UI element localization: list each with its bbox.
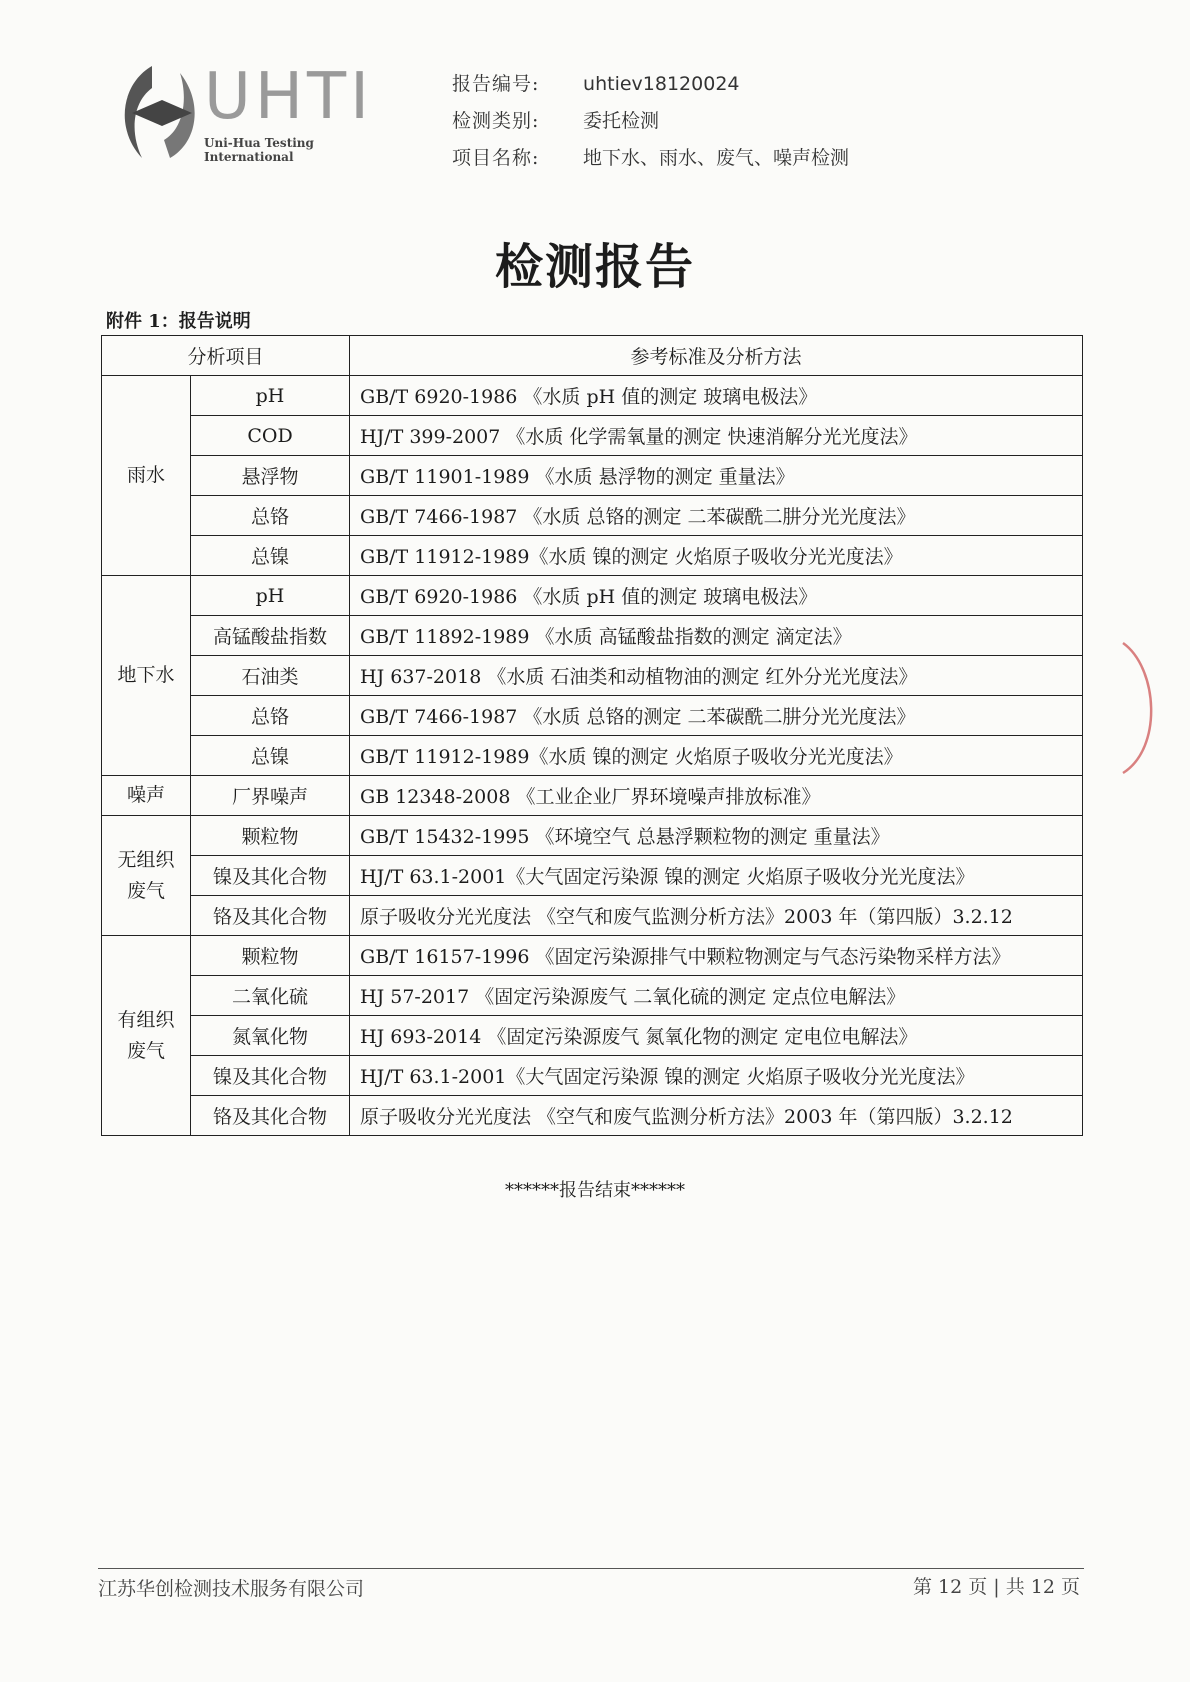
item-cell: 颗粒物 bbox=[191, 816, 350, 856]
category-cell bbox=[102, 936, 191, 1136]
item-cell: 总镍 bbox=[191, 536, 350, 576]
report-number: uhtiev18120024 bbox=[583, 73, 740, 95]
table-row bbox=[102, 536, 1083, 576]
table-row bbox=[102, 976, 1083, 1016]
method-cell: HJ 57-2017 《固定污染源废气 二氧化硫的测定 定点位电解法》 bbox=[350, 976, 1083, 1016]
item-cell: 颗粒物 bbox=[191, 936, 350, 976]
method-cell: GB 12348-2008 《工业企业厂界环境噪声排放标准》 bbox=[350, 776, 1083, 816]
project-name: 地下水、雨水、废气、噪声检测 bbox=[583, 147, 850, 169]
item-cell: COD bbox=[191, 416, 350, 456]
method-cell: 原子吸收分光光度法 《空气和废气监测分析方法》2003 年（第四版）3.2.12 bbox=[350, 1096, 1083, 1136]
test-category: 委托检测 bbox=[583, 110, 660, 132]
item-cell: 镍及其化合物 bbox=[191, 1056, 350, 1096]
table-row bbox=[102, 936, 1083, 976]
item-cell: 总铬 bbox=[191, 496, 350, 536]
table-row bbox=[102, 776, 1083, 816]
footer-company: 江苏华创检测技术服务有限公司 bbox=[98, 1578, 365, 1600]
report-number-label: 报告编号: bbox=[452, 73, 540, 95]
method-cell: HJ 693-2014 《固定污染源废气 氮氧化物的测定 定电位电解法》 bbox=[350, 1016, 1083, 1056]
item-cell: 悬浮物 bbox=[191, 456, 350, 496]
method-cell: GB/T 11912-1989《水质 镍的测定 火焰原子吸收分光光度法》 bbox=[350, 736, 1083, 776]
method-cell: GB/T 11901-1989 《水质 悬浮物的测定 重量法》 bbox=[350, 456, 1083, 496]
method-cell: GB/T 6920-1986 《水质 pH 值的测定 玻璃电极法》 bbox=[350, 376, 1083, 416]
item-cell: 二氧化硫 bbox=[191, 976, 350, 1016]
table-header-row bbox=[102, 336, 1083, 376]
page-title: 检测报告 bbox=[494, 239, 695, 295]
table-row bbox=[102, 736, 1083, 776]
standards-table bbox=[101, 335, 1083, 1136]
report-meta bbox=[452, 66, 849, 177]
item-cell: pH bbox=[191, 376, 350, 416]
category-cell: 噪声 bbox=[102, 776, 191, 816]
method-cell: GB/T 7466-1987 《水质 总铬的测定 二苯碳酰二肼分光光度法》 bbox=[350, 496, 1083, 536]
item-cell: 镍及其化合物 bbox=[191, 856, 350, 896]
table-row bbox=[102, 576, 1083, 616]
table-row bbox=[102, 616, 1083, 656]
column-header-item: 分析项目 bbox=[102, 336, 350, 376]
footer-page-info: 第 12 页 | 共 12 页 bbox=[913, 1576, 1080, 1598]
footer-divider bbox=[98, 1568, 1084, 1569]
method-cell: HJ/T 63.1-2001《大气固定污染源 镍的测定 火焰原子吸收分光光度法》 bbox=[350, 856, 1083, 896]
method-cell: HJ/T 399-2007 《水质 化学需氧量的测定 快速消解分光光度法》 bbox=[350, 416, 1083, 456]
method-cell: HJ/T 63.1-2001《大气固定污染源 镍的测定 火焰原子吸收分光光度法》 bbox=[350, 1056, 1083, 1096]
table-row bbox=[102, 1016, 1083, 1056]
project-name-label: 项目名称: bbox=[452, 147, 540, 169]
seal-stamp-edge bbox=[1118, 638, 1168, 778]
item-cell: 厂界噪声 bbox=[191, 776, 350, 816]
table-row bbox=[102, 496, 1083, 536]
table-row bbox=[102, 896, 1083, 936]
table-row bbox=[102, 656, 1083, 696]
test-category-row bbox=[452, 103, 849, 140]
category-label: 无组织废气 bbox=[117, 849, 175, 902]
category-cell: 雨水 bbox=[102, 376, 191, 576]
category-cell: 地下水 bbox=[102, 576, 191, 776]
table-row bbox=[102, 416, 1083, 456]
column-header-method: 参考标准及分析方法 bbox=[350, 336, 1083, 376]
item-cell: pH bbox=[191, 576, 350, 616]
method-cell: 原子吸收分光光度法 《空气和废气监测分析方法》2003 年（第四版）3.2.12 bbox=[350, 896, 1083, 936]
logo-subtitle: Uni-Hua Testing International bbox=[204, 136, 314, 164]
report-number-row bbox=[452, 66, 849, 103]
item-cell: 高锰酸盐指数 bbox=[191, 616, 350, 656]
table-row bbox=[102, 1096, 1083, 1136]
method-cell: GB/T 6920-1986 《水质 pH 值的测定 玻璃电极法》 bbox=[350, 576, 1083, 616]
item-cell: 氮氧化物 bbox=[191, 1016, 350, 1056]
attachment-subtitle: 附件 1：报告说明 bbox=[106, 311, 251, 332]
table-row bbox=[102, 376, 1083, 416]
table-row bbox=[102, 1056, 1083, 1096]
project-name-row bbox=[452, 140, 849, 177]
category-label: 有组织废气 bbox=[117, 1009, 175, 1062]
method-cell: GB/T 16157-1996 《固定污染源排气中颗粒物测定与气态污染物采样方法》 bbox=[350, 936, 1083, 976]
logo-wordmark: UHTI bbox=[204, 60, 373, 134]
category-cell bbox=[102, 816, 191, 936]
method-cell: HJ 637-2018 《水质 石油类和动植物油的测定 红外分光光度法》 bbox=[350, 656, 1083, 696]
item-cell: 石油类 bbox=[191, 656, 350, 696]
table-row bbox=[102, 856, 1083, 896]
table-row bbox=[102, 456, 1083, 496]
report-end-marker: ******报告结束****** bbox=[505, 1180, 685, 1201]
item-cell: 铬及其化合物 bbox=[191, 1096, 350, 1136]
test-category-label: 检测类别: bbox=[452, 110, 540, 132]
method-cell: GB/T 11892-1989 《水质 高锰酸盐指数的测定 滴定法》 bbox=[350, 616, 1083, 656]
company-logo bbox=[112, 58, 402, 173]
table-row bbox=[102, 696, 1083, 736]
method-cell: GB/T 15432-1995 《环境空气 总悬浮颗粒物的测定 重量法》 bbox=[350, 816, 1083, 856]
method-cell: GB/T 7466-1987 《水质 总铬的测定 二苯碳酰二肼分光光度法》 bbox=[350, 696, 1083, 736]
table-row bbox=[102, 816, 1083, 856]
item-cell: 铬及其化合物 bbox=[191, 896, 350, 936]
method-cell: GB/T 11912-1989《水质 镍的测定 火焰原子吸收分光光度法》 bbox=[350, 536, 1083, 576]
item-cell: 总镍 bbox=[191, 736, 350, 776]
item-cell: 总铬 bbox=[191, 696, 350, 736]
